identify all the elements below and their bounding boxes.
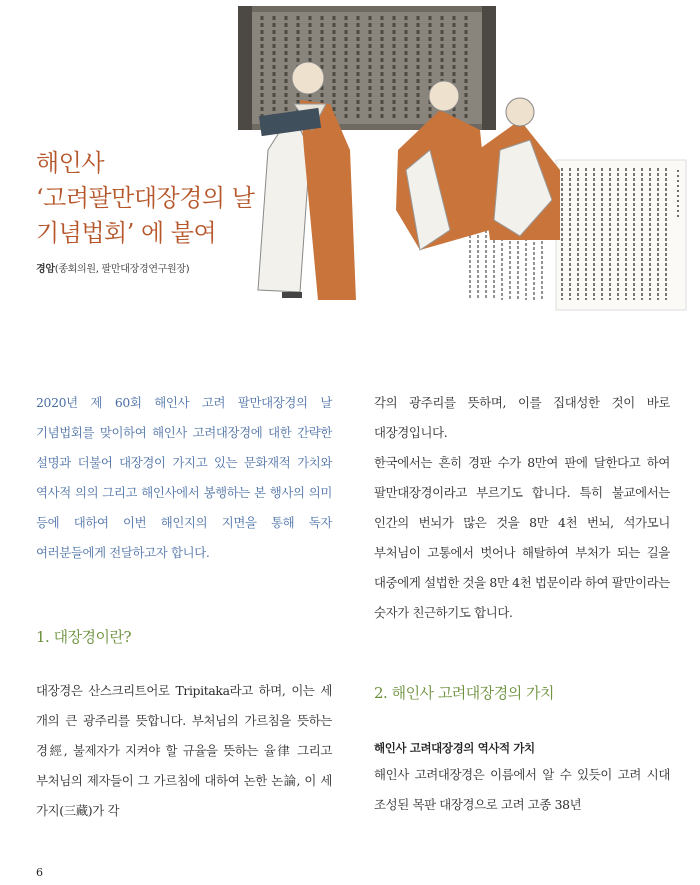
- author-name: 경암: [36, 264, 55, 275]
- section2-subheading: 해인사 고려대장경의 역사적 가치: [374, 741, 535, 755]
- intro-paragraph: 2020년 제 60회 해인사 고려 팔만대장경의 날 기념법회를 맞이하여 해인사 고려대장경에 대한 간략한 설명과 더불어 대장경이 가지고 있는 문화재적 가치와 역사적 의의 그리고 해인사에서 봉행하는 본 행사의 의미 등에 대하여 이번 해인지의 지면을 통해 독자 여러분들에게 전달하고자 합니다.: [36, 395, 332, 560]
- author-byline: [36, 260, 189, 275]
- section2-heading: 2. 해인사 고려대장경의 가치: [374, 684, 555, 702]
- palman-paragraph: 한국에서는 흔히 경판 수가 8만여 판에 달한다고 하여 팔만대장경이라고 부르기도 합니다. 특히 불교에서는 인간의 번뇌가 많은 것을 8만 4천 번뇌, 석가모니 부처님이 고통에서 벗어나 해탈하여 부처가 되는 길을 대중에게 설법한 것을 8만 4천 법문이라 하여 팔만이라는 숫자가 친근하기도 합니다.: [374, 455, 670, 620]
- section2-body: [374, 760, 670, 820]
- section2-heading-block: [374, 682, 670, 703]
- woodblock-image: [238, 6, 496, 130]
- author-affiliation: (종회의원, 팔만대장경연구원장): [54, 264, 190, 275]
- section2-subheading-block: [374, 740, 670, 756]
- article-title-line: ‘고려팔만대장경의 날: [36, 184, 255, 212]
- section1-body: [36, 676, 332, 826]
- page-number: 6: [36, 866, 43, 879]
- article-title-line: 해인사: [36, 149, 105, 177]
- section1-heading-block: [36, 626, 332, 647]
- continuation-paragraph: 각의 광주리를 뜻하며, 이를 집대성한 것이 바로 대장경입니다.: [374, 395, 670, 440]
- left-column: [36, 388, 332, 568]
- article-title: [36, 146, 254, 251]
- right-column: [374, 388, 670, 628]
- section1-paragraph: 대장경은 산스크리트어로 Tripitaka라고 하며, 이는 세 개의 큰 광주리를 뜻합니다. 부처님의 가르침을 뜻하는 경經, 불제자가 지켜야 할 규율을 뜻하는 율律 그리고 부처님의 제자들이 그 가르침에 대하여 논한 논論, 이 세 가지(三藏)가 각: [36, 683, 332, 818]
- section1-heading: 1. 대장경이란?: [36, 628, 132, 646]
- section2-paragraph: 해인사 고려대장경은 이름에서 알 수 있듯이 고려 시대 조성된 목판 대장경으로 고려 고종 38년: [374, 767, 670, 812]
- article-title-line: 기념법회’ 에 붙여: [36, 219, 217, 247]
